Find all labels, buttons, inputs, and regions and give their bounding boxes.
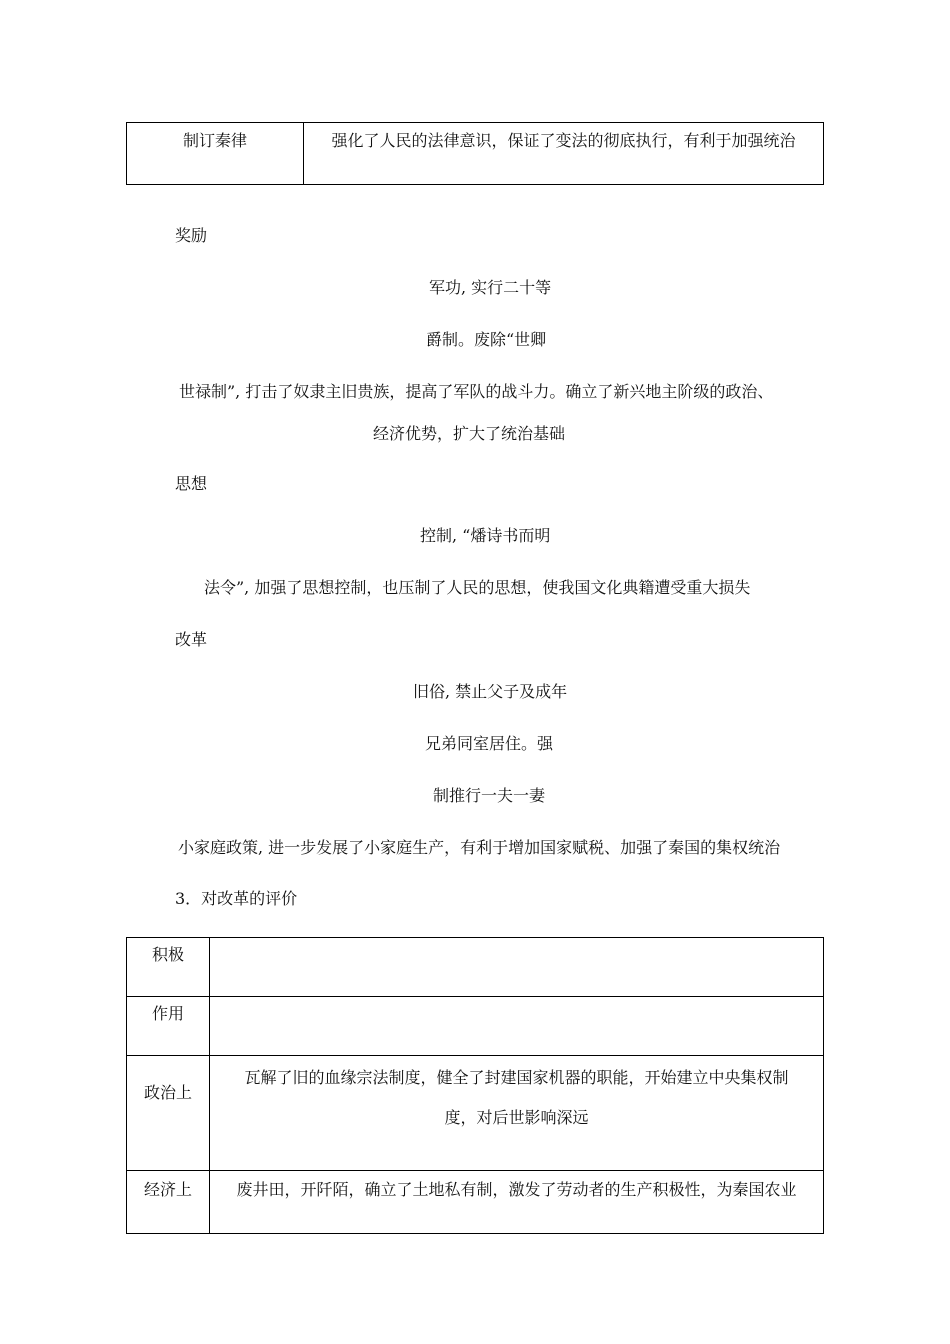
row-label: 积极 <box>127 938 210 997</box>
row-content <box>210 1056 824 1171</box>
effect-cell: 强化了人民的法律意识，保证了变法的彻底执行，有利于加强统治 <box>304 123 824 185</box>
row-label: 经济上 <box>127 1171 210 1234</box>
content-line: 瓦解了旧的血缘宗法制度，健全了封建国家机器的职能，开始建立中央集权制 <box>244 1068 789 1087</box>
row-label: 政治上 <box>127 1056 210 1171</box>
section-heading-reward: 奖励 <box>175 226 208 245</box>
row-content <box>210 938 824 997</box>
text-line: 经济优势，扩大了统治基础 <box>373 424 566 443</box>
text-line: 小家庭政策, 进一步发展了小家庭生产，有利于增加国家赋税、加强了秦国的集权统治 <box>178 838 781 857</box>
text-line: 兄弟同室居住。强 <box>425 734 554 753</box>
measure-cell: 制订秦律 <box>127 123 304 185</box>
section-heading-custom-reform: 改革 <box>175 630 208 649</box>
evaluation-table <box>126 937 824 1234</box>
table-row <box>127 938 824 997</box>
table-row <box>127 1171 824 1234</box>
row-content: 废井田，开阡陌，确立了土地私有制，激发了劳动者的生产积极性，为秦国农业 <box>210 1171 824 1234</box>
table-row <box>127 1056 824 1171</box>
text-line: 制推行一夫一妻 <box>433 786 546 805</box>
section-heading-thought: 思想 <box>175 474 208 493</box>
text-line: 爵制。废除“世卿 <box>426 330 547 349</box>
content-line: 度，对后世影响深远 <box>444 1108 589 1127</box>
text-line: 法令”, 加强了思想控制，也压制了人民的思想，使我国文化典籍遭受重大损失 <box>204 578 751 597</box>
text-line: 控制, “燔诗书而明 <box>420 526 551 545</box>
text-line: 军功, 实行二十等 <box>429 278 552 297</box>
text-line: 世禄制”, 打击了奴隶主旧贵族，提高了军队的战斗力。确立了新兴地主阶级的政治、 <box>179 382 774 401</box>
evaluation-heading: 3．对改革的评价 <box>175 889 298 908</box>
row-content <box>210 997 824 1056</box>
table-row <box>127 997 824 1056</box>
row-label: 作用 <box>127 997 210 1056</box>
text-line: 旧俗, 禁止父子及成年 <box>413 682 568 701</box>
table-row <box>127 123 824 185</box>
reform-measures-table <box>126 122 824 185</box>
